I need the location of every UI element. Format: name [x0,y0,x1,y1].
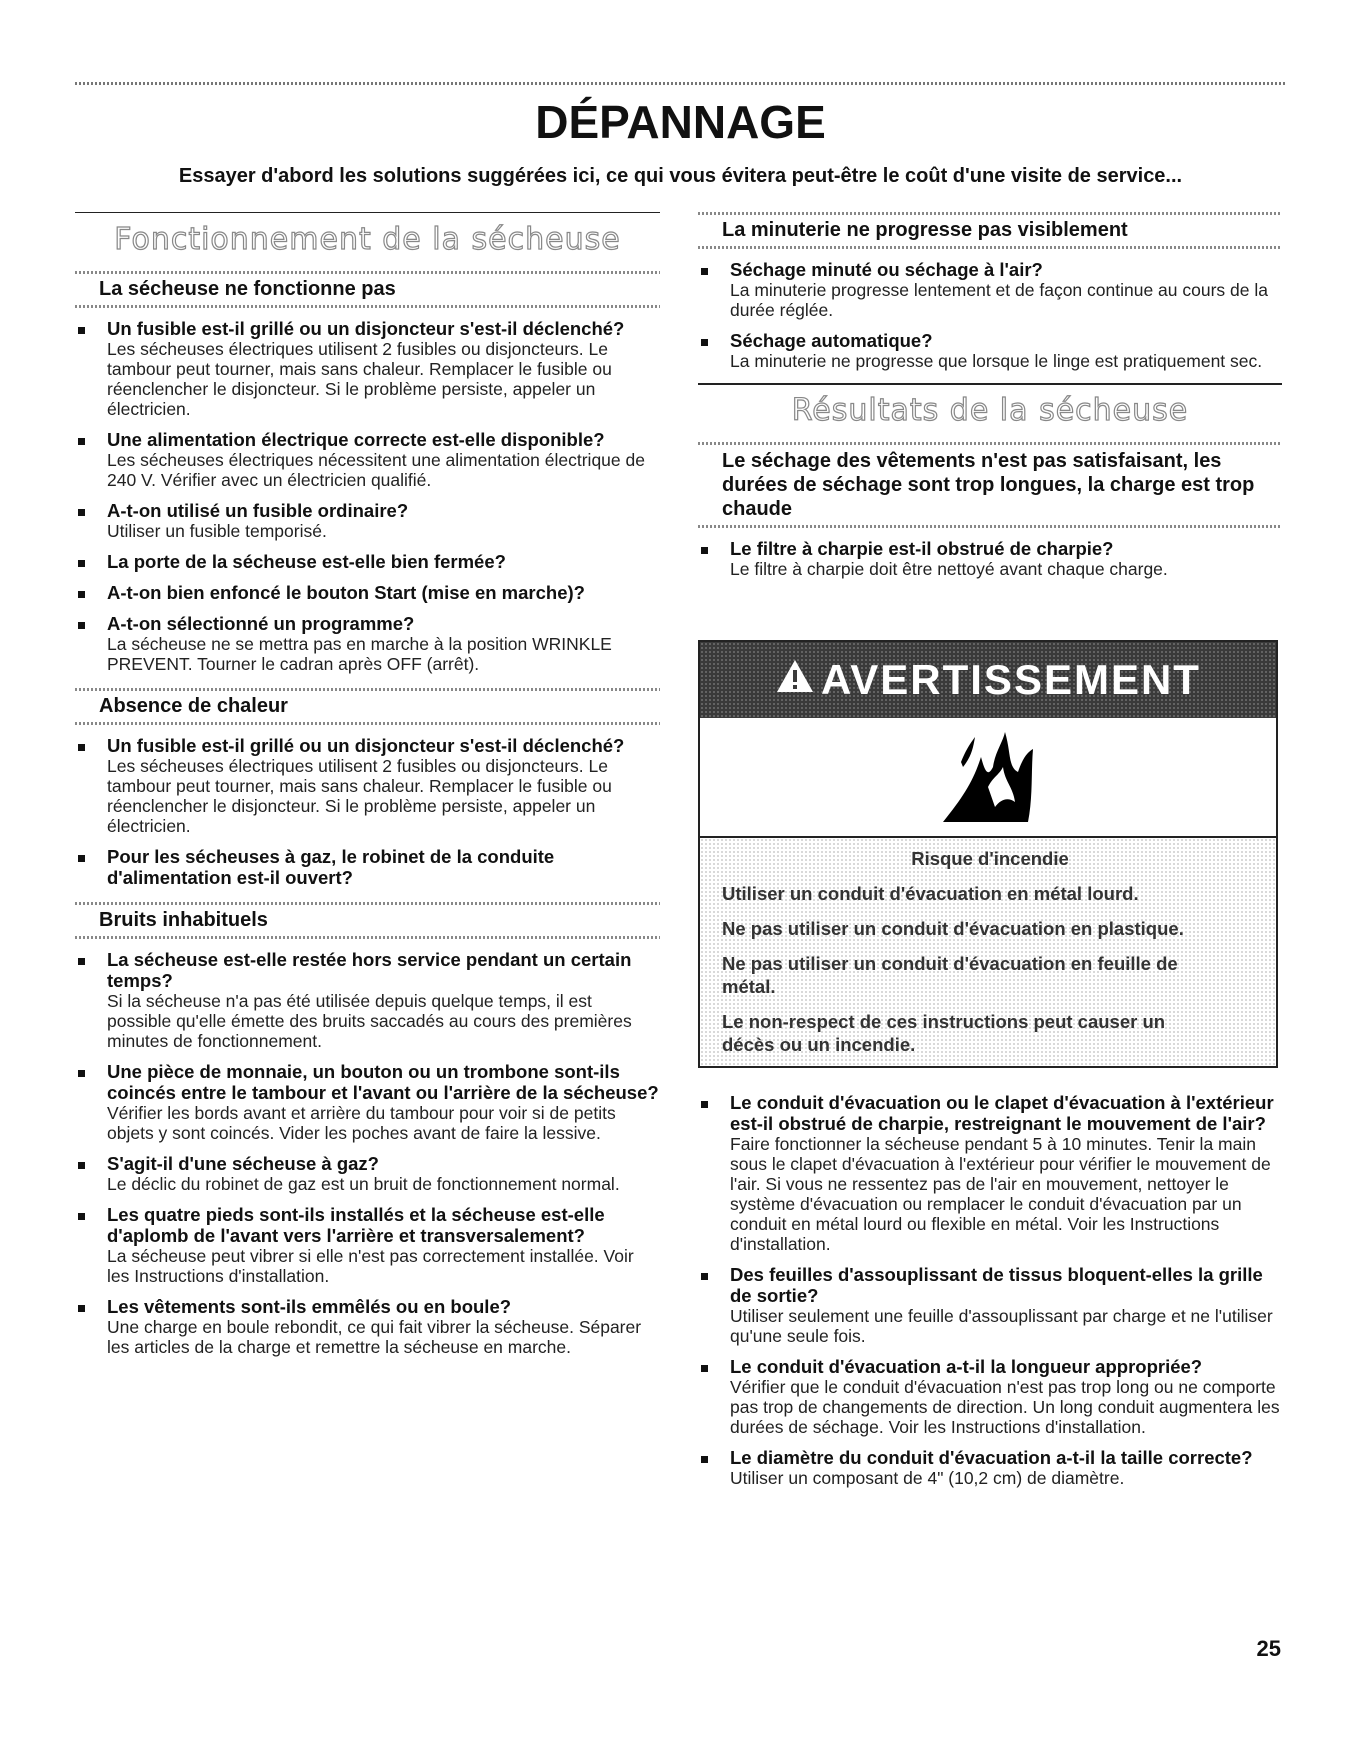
top-rule [75,82,1287,85]
list-item [75,318,660,419]
subheading: La sécheuse ne fonctionne pas [99,278,396,300]
section-title-results: Résultats de la sécheuse [791,393,1189,428]
divider [698,212,1282,215]
question: Les quatre pieds sont-ils installés et la sécheuse est-elle d'aplomb de l'avant vers l'arrière et transversalement? [107,1204,605,1246]
page-title: DÉPANNAGE [535,96,826,148]
list-item [698,330,1282,371]
warning-line: Le non-respect de ces instructions peut causer un décès ou un incendie. [722,1011,1166,1055]
answer: Vérifier les bords avant et arrière du tambour pour voir si de petits objets y sont coincés. Vider les poches avant de faire la lessive. [107,1103,616,1143]
answer: La sécheuse ne se mettra pas en marche à la position WRINKLE PREVENT. Tourner le cadran après OFF (arrêt). [107,634,612,674]
answer: Une charge en boule rebondit, ce qui fait vibrer la sécheuse. Séparer les articles de la charge et remettre la sécheuse en marche. [107,1317,642,1357]
problem-list [75,318,660,674]
list-item [75,949,660,1051]
question: Séchage automatique? [730,330,933,351]
subheading-results: Le séchage des vêtements n'est pas satisfaisant, les durées de séchage sont trop longues, la charge est trop chaude [722,450,1255,520]
divider [75,722,660,725]
warning-line: Utiliser un conduit d'évacuation en métal lourd. [722,883,1139,904]
list-item [698,538,1282,579]
question: Le filtre à charpie est-il obstrué de charpie? [730,538,1114,559]
list-item [75,1153,660,1194]
list-item [75,613,660,674]
question: Le conduit d'évacuation ou le clapet d'évacuation à l'extérieur est-il obstrué de charpie, restreignant le mouvement de l'air? [730,1092,1274,1134]
answer: Vérifier que le conduit d'évacuation n'est pas trop long ou ne comporte pas trop de changements de direction. Un long conduit augmentera les durées de séchage. Voir les Instructions d'installation. [730,1377,1280,1437]
answer: Les sécheuses électriques utilisent 2 fusibles ou disjoncteurs. Le tambour peut tourner, mais sans chaleur. Remplacer le fusible ou réenclencher le disjoncteur. Si le problème persiste, appeler un électricien. [107,756,612,836]
more-list [698,1092,1282,1488]
timer-list [698,259,1282,371]
divider [75,902,660,905]
divider [698,442,1282,445]
problem-list [75,735,660,888]
answer: La minuterie ne progresse que lorsque le linge est pratiquement sec. [730,351,1263,371]
answer: Le déclic du robinet de gaz est un bruit de fonctionnement normal. [107,1174,620,1194]
left-column [75,222,660,1367]
answer: Si la sécheuse n'a pas été utilisée depuis quelque temps, il est possible qu'elle émette des bruits saccadés au cours des premières minutes de fonctionnement. [107,991,632,1051]
divider [698,246,1282,249]
list-item [698,1264,1282,1346]
question: A-t-on sélectionné un programme? [107,613,415,634]
warning-banner-text: AVERTISSEMENT [821,656,1201,703]
list-item [698,259,1282,320]
list-item [75,1061,660,1143]
warning-banner [700,642,1276,718]
right-column-lower [698,1082,1282,1498]
results-list [698,538,1282,579]
answer: Utiliser un fusible temporisé. [107,521,327,541]
left-rule [75,212,660,213]
divider [75,305,660,308]
warning-triangle-icon [775,656,815,704]
subheading-timer: La minuterie ne progresse pas visiblement [722,219,1128,241]
question: Le diamètre du conduit d'évacuation a-t-il la taille correcte? [730,1447,1253,1468]
list-item [75,1204,660,1286]
answer: Les sécheuses électriques nécessitent une alimentation électrique de 240 V. Vérifier avec un électricien qualifié. [107,450,645,490]
page-subtitle: Essayer d'abord les solutions suggérées ici, ce qui vous évitera peut-être le coût d'une visite de service... [178,165,1183,187]
problem-group [75,271,660,674]
list-item [75,846,660,888]
question: Une alimentation électrique correcte est-elle disponible? [107,429,605,450]
subheading: Bruits inhabituels [99,909,268,931]
question: A-t-on utilisé un fusible ordinaire? [107,500,409,521]
answer: La minuterie progresse lentement et de façon continue au cours de la durée réglée. [730,280,1268,320]
warning-box [698,640,1278,1068]
warning-line: Ne pas utiliser un conduit d'évacuation en feuille de métal. [722,953,1178,997]
left-groups [75,271,660,1357]
list-item [698,1447,1282,1488]
list-item [698,1092,1282,1254]
problem-list [75,949,660,1357]
question: A-t-on bien enfoncé le bouton Start (mise en marche)? [107,582,585,603]
list-item [75,500,660,541]
divider [698,525,1282,528]
fire-icon-area [700,718,1276,838]
divider [75,688,660,691]
problem-group [75,902,660,1357]
list-item [75,551,660,572]
answer: La sécheuse peut vibrer si elle n'est pas correctement installée. Voir les Instructions d'installation. [107,1246,634,1286]
answer: Le filtre à charpie doit être nettoyé avant chaque charge. [730,559,1168,579]
list-item [75,582,660,603]
list-item [75,429,660,490]
question: Les vêtements sont-ils emmêlés ou en boule? [107,1296,512,1317]
question: S'agit-il d'une sécheuse à gaz? [107,1153,379,1174]
answer: Utiliser un composant de 4" (10,2 cm) de diamètre. [730,1468,1125,1488]
answer: Utiliser seulement une feuille d'assouplissant par charge et ne l'utiliser qu'une seule fois. [730,1306,1273,1346]
list-item [698,1356,1282,1437]
question: Séchage minuté ou séchage à l'air? [730,259,1043,280]
question: Des feuilles d'assouplissant de tissus bloquent-elles la grille de sortie? [730,1264,1263,1306]
question: Un fusible est-il grillé ou un disjoncteur s'est-il déclenché? [107,318,625,339]
list-item [75,1296,660,1357]
question: La porte de la sécheuse est-elle bien fermée? [107,551,506,572]
problem-group [75,688,660,888]
question: Pour les sécheuses à gaz, le robinet de la conduite d'alimentation est-il ouvert? [107,846,555,888]
answer: Faire fonctionner la sécheuse pendant 5 à 10 minutes. Tenir la main sous le clapet d'évacuation à l'extérieur pour vérifier le mouvement de l'air. Si vous ne ressentez pas de l'air en mouvement, nettoyer le système d'évacuation ou remplacer le conduit d'évacuation par un conduit en métal lourd ou flexible en métal. Voir les Instructions d'installation. [730,1134,1271,1254]
page-number: 25 [1256,1636,1281,1661]
list-item [75,735,660,836]
warning-body [700,838,1276,1066]
question: Un fusible est-il grillé ou un disjoncteur s'est-il déclenché? [107,735,625,756]
question: Une pièce de monnaie, un bouton ou un trombone sont-ils coincés entre le tambour et l'avant ou l'arrière de la sécheuse? [107,1061,659,1103]
section-title-operation: Fonctionnement de la sécheuse [114,222,621,257]
warning-risk: Risque d'incendie [911,848,1069,869]
fire-icon [933,727,1043,827]
question: La sécheuse est-elle restée hors service pendant un certain temps? [107,949,632,991]
right-rule [698,383,1282,385]
answer: Les sécheuses électriques utilisent 2 fusibles ou disjoncteurs. Le tambour peut tourner, mais sans chaleur. Remplacer le fusible ou réenclencher le disjoncteur. Si le problème persiste, appeler un électricien. [107,339,612,419]
right-column [698,208,1282,589]
divider [75,271,660,274]
question: Le conduit d'évacuation a-t-il la longueur appropriée? [730,1356,1203,1377]
warning-line: Ne pas utiliser un conduit d'évacuation en plastique. [722,918,1184,939]
divider [75,936,660,939]
subheading: Absence de chaleur [99,695,288,717]
